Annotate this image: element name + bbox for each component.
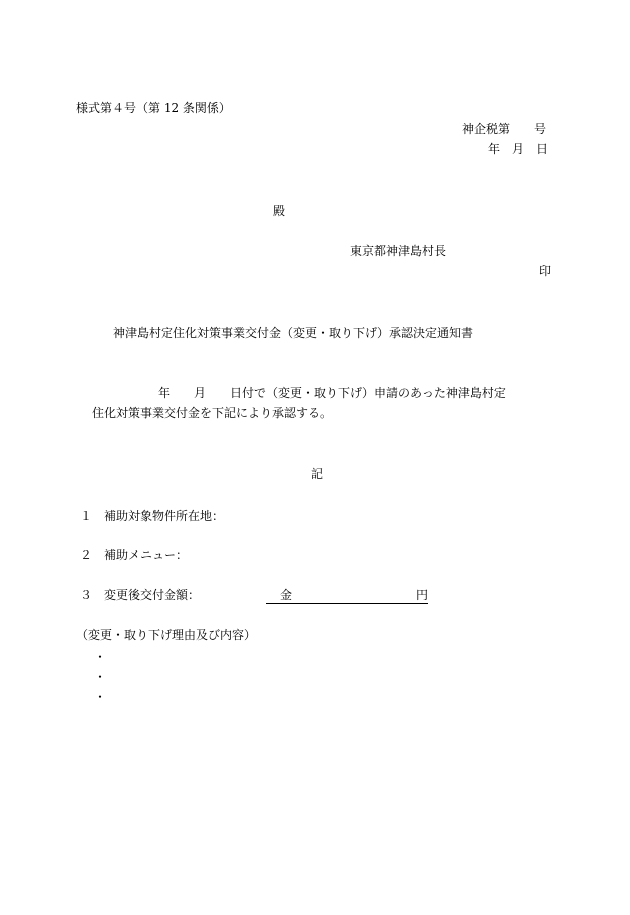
item-label-property-location: 補助対象物件所在地： — [104, 509, 225, 523]
document-number-line: 神企税第 号 — [462, 122, 547, 136]
body-text-line-2: 住化対策事業交付金を下記により承認する。 — [92, 406, 333, 420]
item-number-1: １ — [80, 509, 93, 523]
item-label-subsidy-menu: 補助メニュー： — [104, 548, 189, 562]
item-number-3: ３ — [80, 588, 93, 602]
body-text-line-1: 年 月 日付で（変更・取り下げ）申請のあった神津島村定 — [158, 386, 506, 400]
seal-mark: 印 — [539, 264, 552, 278]
reason-bullet-1: ・ — [94, 650, 107, 664]
issuer-name: 東京都神津島村長 — [350, 244, 447, 258]
addressee-suffix: 殿 — [273, 204, 286, 218]
item-number-2: ２ — [80, 548, 93, 562]
ki-heading: 記 — [311, 467, 324, 481]
item-label-changed-amount: 変更後交付金額： — [104, 588, 201, 602]
date-line: 年 月 日 — [488, 142, 549, 156]
reason-heading: （変更・取り下げ理由及び内容） — [76, 628, 257, 642]
reason-bullet-2: ・ — [94, 670, 107, 684]
amount-prefix: 金 — [280, 588, 293, 602]
amount-suffix: 円 — [415, 588, 428, 602]
document-title: 神津島村定住化対策事業交付金（変更・取り下げ）承認決定通知書 — [113, 326, 474, 340]
amount-field — [266, 587, 428, 604]
reason-bullet-3: ・ — [94, 690, 107, 704]
form-label: 様式第４号（第 12 条関係） — [76, 101, 231, 115]
